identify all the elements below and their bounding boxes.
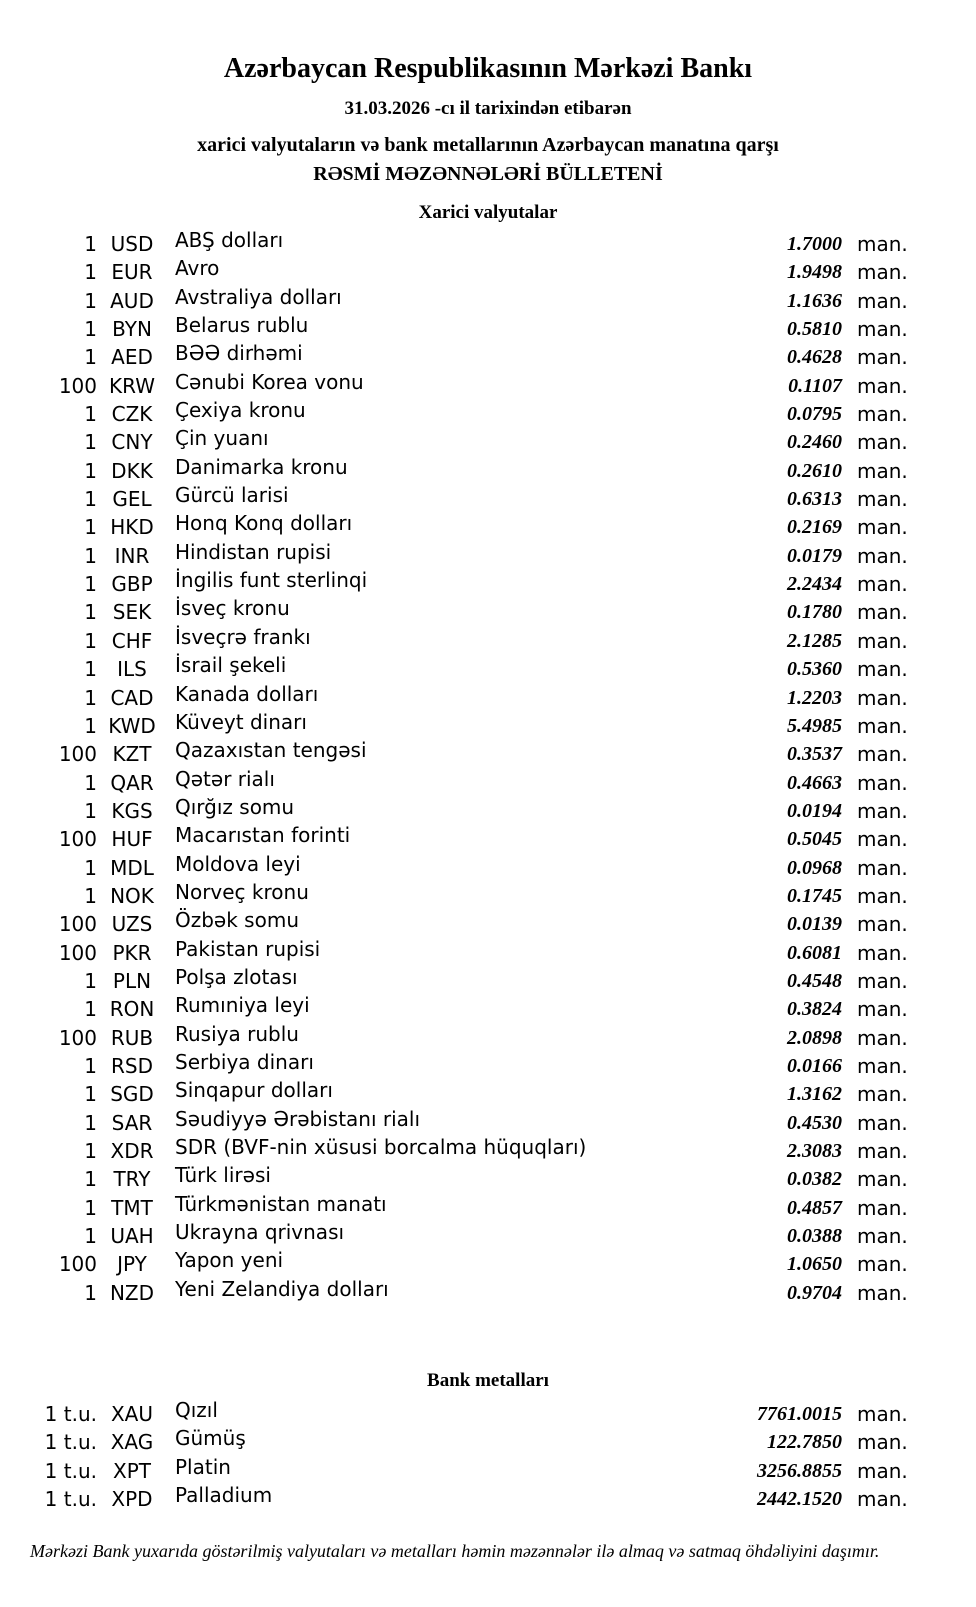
currency-unit-label: man. xyxy=(857,572,908,597)
metal-name: Qızıl xyxy=(175,1398,218,1423)
currency-code: HUF xyxy=(111,827,153,852)
currency-quantity: 1 xyxy=(84,1053,97,1078)
currency-unit-label: man. xyxy=(857,1224,908,1249)
currency-quantity: 100 xyxy=(58,373,97,398)
metal-rate: 122.7850 xyxy=(767,1431,842,1454)
currency-unit-label: man. xyxy=(857,1195,908,1220)
currency-code: UZS xyxy=(111,912,153,937)
currency-quantity: 1 xyxy=(84,600,97,625)
currency-code: USD xyxy=(110,232,154,256)
currency-quantity: 1 xyxy=(84,798,97,823)
currency-quantity: 1 xyxy=(84,1139,97,1163)
currency-quantity: 1 xyxy=(84,458,97,483)
currency-quantity: 1 xyxy=(84,685,97,710)
metal-unit-label: man. xyxy=(857,1458,908,1483)
currency-name: İngilis funt sterlinqi xyxy=(175,568,368,593)
currency-rate: 0.0795 xyxy=(787,403,842,426)
currency-code: KRW xyxy=(109,373,155,398)
currency-name: Kanada dolları xyxy=(175,681,319,706)
currency-rate: 0.0194 xyxy=(787,799,842,822)
currency-name: Serbiya dinarı xyxy=(175,1049,314,1074)
currency-unit-label: man. xyxy=(857,260,908,285)
currency-rate: 2.0898 xyxy=(787,1026,842,1049)
currency-name: Qətər rialı xyxy=(175,766,275,791)
currency-rate: 1.7000 xyxy=(787,233,842,255)
currency-rate: 0.4530 xyxy=(787,1111,842,1134)
currency-unit-label: man. xyxy=(857,430,908,455)
currency-code: XDR xyxy=(110,1139,154,1163)
currency-code: CAD xyxy=(110,685,154,710)
currency-unit-label: man. xyxy=(857,770,908,795)
currency-rate: 0.4628 xyxy=(787,346,842,369)
currency-name: Sinqapur dolları xyxy=(175,1078,333,1103)
currency-code: RUB xyxy=(110,1025,154,1050)
currency-name: İsveçrə frankı xyxy=(175,624,311,649)
bulletin-header xyxy=(0,0,976,187)
currency-quantity: 100 xyxy=(58,940,97,965)
currency-rate: 0.6313 xyxy=(787,488,842,511)
currency-unit-label: man. xyxy=(857,883,908,908)
metal-quantity: 1 t.u. xyxy=(44,1458,97,1483)
currency-rate: 2.3083 xyxy=(787,1140,842,1162)
currency-quantity: 1 xyxy=(84,657,97,682)
currency-name: Avro xyxy=(175,256,220,281)
bulletin-title: RƏSMİ MƏZƏNNƏLƏRİ BÜLLETENİ xyxy=(313,163,663,185)
currency-quantity: 1 xyxy=(84,1224,97,1249)
currency-rate: 0.3824 xyxy=(787,998,842,1021)
metal-rate: 2442.1520 xyxy=(757,1488,842,1511)
currency-name: Rumıniya leyi xyxy=(175,993,310,1018)
currency-rate: 0.6081 xyxy=(787,941,842,964)
currency-quantity: 1 xyxy=(84,1167,97,1192)
currency-code: SEK xyxy=(112,600,152,625)
currency-unit-label: man. xyxy=(857,373,908,398)
currency-rate: 0.4857 xyxy=(787,1196,842,1219)
currency-quantity: 1 xyxy=(84,232,97,256)
currency-rate: 0.0179 xyxy=(787,544,842,567)
currency-rate: 0.0388 xyxy=(787,1225,842,1248)
currency-name: BƏƏ dirhəmi xyxy=(175,341,303,366)
currency-code: BYN xyxy=(112,317,152,342)
currency-quantity: 1 xyxy=(84,968,97,993)
currency-code: INR xyxy=(114,543,150,568)
currency-name: Yeni Zelandiya dolları xyxy=(175,1276,389,1301)
currency-code: RSD xyxy=(111,1053,153,1078)
metal-row xyxy=(0,1485,976,1513)
currency-code: MDL xyxy=(110,855,154,880)
currency-code: AUD xyxy=(110,288,154,313)
currency-code: EUR xyxy=(111,260,153,285)
currency-name: SDR (BVF-nin xüsusi borcalma hüquqları) xyxy=(175,1135,587,1159)
currency-unit-label: man. xyxy=(857,317,908,342)
metal-quantity: 1 t.u. xyxy=(44,1402,97,1427)
currency-quantity: 1 xyxy=(84,1110,97,1135)
currency-quantity: 1 xyxy=(84,288,97,313)
currency-unit-label: man. xyxy=(857,1053,908,1078)
currency-name: ABŞ dolları xyxy=(175,228,284,252)
metal-code: XPT xyxy=(113,1458,151,1483)
currency-rate: 1.9498 xyxy=(787,261,842,284)
currency-quantity: 1 xyxy=(84,317,97,342)
metal-code: XAG xyxy=(110,1430,154,1455)
currency-unit-label: man. xyxy=(857,628,908,653)
currency-unit-label: man. xyxy=(857,912,908,937)
currency-rate: 0.3537 xyxy=(787,743,842,766)
currency-code: KGS xyxy=(111,798,153,823)
currency-quantity: 100 xyxy=(58,1025,97,1050)
currency-code: NZD xyxy=(109,1280,155,1305)
currency-quantity: 100 xyxy=(58,742,97,767)
currency-rate: 0.0166 xyxy=(787,1054,842,1077)
currency-quantity: 1 xyxy=(84,1280,97,1305)
currency-rate: 1.1636 xyxy=(787,289,842,312)
metal-quantity: 1 t.u. xyxy=(44,1430,97,1455)
metals-table xyxy=(0,1400,976,1513)
disclaimer-text: Mərkəzi Bank yuxarıda göstərilmiş valyutaları və metalları həmin məzənnələr ilə almaq və satmaq öhdəliyini daşımır. xyxy=(30,1541,880,1562)
currency-quantity: 1 xyxy=(84,515,97,540)
bank-title: Azərbaycan Respublikasının Mərkəzi Bankı xyxy=(223,53,753,84)
currencies-section-title: Xarici valyutalar xyxy=(418,202,558,223)
currency-rate: 0.0139 xyxy=(787,913,842,936)
currency-code: KZT xyxy=(112,742,152,767)
currency-name: Belarus rublu xyxy=(175,313,309,338)
metal-rate: 3256.8855 xyxy=(757,1459,842,1482)
metal-name: Palladium xyxy=(175,1483,273,1508)
currency-code: CNY xyxy=(111,430,153,455)
currency-quantity: 100 xyxy=(58,912,97,937)
currency-code: TMT xyxy=(111,1195,153,1220)
metal-unit-label: man. xyxy=(857,1402,908,1427)
currency-name: Honq Konq dolları xyxy=(175,511,353,536)
metal-name: Gümüş xyxy=(175,1426,246,1451)
currency-unit-label: man. xyxy=(857,458,908,483)
metals-section-title: Bank metalları xyxy=(427,1370,549,1392)
currency-name: Küveyt dinarı xyxy=(175,709,307,734)
currency-name: Pakistan rupisi xyxy=(175,936,321,961)
metal-name: Platin xyxy=(175,1454,231,1479)
currency-unit-label: man. xyxy=(857,232,908,256)
currency-rate: 0.1107 xyxy=(788,374,842,397)
currency-quantity: 1 xyxy=(84,997,97,1022)
currency-rate: 0.2610 xyxy=(787,459,842,482)
currency-code: AED xyxy=(111,345,153,370)
currency-unit-label: man. xyxy=(857,685,908,710)
currency-unit-label: man. xyxy=(857,543,908,568)
currency-name: Səudiyyə Ərəbistanı rialı xyxy=(175,1106,421,1131)
currency-code: UAH xyxy=(110,1224,154,1249)
currency-name: Danimarka kronu xyxy=(175,454,348,479)
currency-quantity: 1 xyxy=(84,883,97,908)
currency-rate: 1.0650 xyxy=(787,1253,842,1276)
currency-rate: 0.1745 xyxy=(787,884,842,907)
currency-quantity: 100 xyxy=(58,1252,97,1277)
currency-rate: 0.1780 xyxy=(787,601,842,624)
currency-rate: 1.2203 xyxy=(787,686,842,709)
currency-name: Türk lirəsi xyxy=(175,1163,271,1188)
currency-rate: 0.5360 xyxy=(787,658,842,681)
metal-code: XPD xyxy=(111,1487,153,1512)
currency-name: Hindistan rupisi xyxy=(175,539,332,564)
currency-quantity: 1 xyxy=(84,487,97,512)
currency-code: PKR xyxy=(112,940,152,965)
currency-quantity: 1 xyxy=(84,572,97,597)
currency-unit-label: man. xyxy=(857,713,908,738)
metal-unit-label: man. xyxy=(857,1487,908,1512)
currency-name: Moldova leyi xyxy=(175,851,301,876)
currency-code: TRY xyxy=(113,1167,151,1192)
currency-rate: 0.5810 xyxy=(787,318,842,341)
currency-rate: 0.4663 xyxy=(787,771,842,794)
currency-code: NOK xyxy=(110,883,154,908)
currency-name: Norveç kronu xyxy=(175,879,309,904)
currency-code: RON xyxy=(109,997,155,1022)
currency-name: Çexiya kronu xyxy=(175,398,306,423)
currency-code: PLN xyxy=(112,968,152,993)
currency-code: HKD xyxy=(110,515,154,540)
currency-unit-label: man. xyxy=(857,1280,908,1305)
metal-quantity: 1 t.u. xyxy=(44,1487,97,1512)
currency-name: Rusiya rublu xyxy=(175,1021,299,1046)
currency-quantity: 1 xyxy=(84,430,97,455)
currency-unit-label: man. xyxy=(857,997,908,1022)
currency-row xyxy=(0,1276,976,1307)
currency-name: İsrail şekeli xyxy=(175,653,287,678)
currency-name: Özbək somu xyxy=(175,908,299,933)
currency-quantity: 1 xyxy=(84,345,97,370)
currency-quantity: 1 xyxy=(84,1195,97,1220)
currency-unit-label: man. xyxy=(857,1025,908,1050)
effective-date-line: 31.03.2026 -cı il tarixindən etibarən xyxy=(344,98,632,119)
currency-unit-label: man. xyxy=(857,1252,908,1277)
currency-rate: 0.5045 xyxy=(787,828,842,851)
currency-unit-label: man. xyxy=(857,288,908,313)
currency-code: QAR xyxy=(110,770,154,795)
bulletin-subtitle: xarici valyutaların və bank metallarının Azərbaycan manatına qarşı xyxy=(197,134,779,156)
currency-code: GEL xyxy=(112,487,152,512)
currency-code: ILS xyxy=(117,657,147,682)
currency-name: Yapon yeni xyxy=(175,1248,284,1273)
currency-name: Macarıstan forinti xyxy=(175,823,351,848)
currency-quantity: 1 xyxy=(84,1082,97,1107)
currency-unit-label: man. xyxy=(857,515,908,540)
currency-name: Cənubi Korea vonu xyxy=(175,369,364,394)
currency-name: Qazaxıstan tengəsi xyxy=(175,738,367,763)
currency-code: CHF xyxy=(111,628,153,653)
currency-rate: 0.9704 xyxy=(787,1281,842,1304)
currency-unit-label: man. xyxy=(857,657,908,682)
currency-name: İsveç kronu xyxy=(175,596,290,621)
currency-quantity: 1 xyxy=(84,855,97,880)
currency-name: Ukrayna qrivnası xyxy=(175,1220,345,1245)
currency-quantity: 1 xyxy=(84,543,97,568)
currency-quantity: 100 xyxy=(58,827,97,852)
currency-quantity: 1 xyxy=(84,713,97,738)
currency-name: Avstraliya dolları xyxy=(175,284,342,309)
currencies-table xyxy=(0,230,976,1307)
currency-rate: 0.2460 xyxy=(787,431,842,454)
currency-unit-label: man. xyxy=(857,798,908,823)
currency-unit-label: man. xyxy=(857,827,908,852)
currency-unit-label: man. xyxy=(857,855,908,880)
currency-quantity: 1 xyxy=(84,260,97,285)
currency-unit-label: man. xyxy=(857,345,908,370)
currency-code: JPY xyxy=(117,1252,147,1277)
currency-unit-label: man. xyxy=(857,402,908,427)
currency-name: Türkmənistan manatı xyxy=(175,1191,387,1216)
currency-code: KWD xyxy=(108,713,156,738)
currency-unit-label: man. xyxy=(857,1110,908,1135)
metal-unit-label: man. xyxy=(857,1430,908,1455)
currency-name: Çin yuanı xyxy=(175,426,269,451)
currency-name: Gürcü larisi xyxy=(175,483,289,508)
currency-code: CZK xyxy=(111,402,153,427)
currency-unit-label: man. xyxy=(857,1167,908,1192)
currency-rate: 0.0968 xyxy=(787,856,842,879)
currency-code: DKK xyxy=(111,458,153,483)
currency-rate: 2.2434 xyxy=(787,573,842,596)
currency-rate: 1.3162 xyxy=(787,1083,842,1106)
metal-code: XAU xyxy=(110,1402,154,1427)
metal-rate: 7761.0015 xyxy=(757,1403,842,1426)
currency-quantity: 1 xyxy=(84,628,97,653)
currency-unit-label: man. xyxy=(857,968,908,993)
currency-unit-label: man. xyxy=(857,742,908,767)
currency-unit-label: man. xyxy=(857,1082,908,1107)
currency-rate: 0.2169 xyxy=(787,516,842,539)
currency-rate: 5.4985 xyxy=(787,714,842,737)
currency-unit-label: man. xyxy=(857,600,908,625)
currency-code: SGD xyxy=(110,1082,154,1107)
currency-unit-label: man. xyxy=(857,487,908,512)
currency-quantity: 1 xyxy=(84,402,97,427)
currency-unit-label: man. xyxy=(857,940,908,965)
currency-rate: 2.1285 xyxy=(787,629,842,652)
currency-name: Qırğız somu xyxy=(175,794,295,819)
currency-quantity: 1 xyxy=(84,770,97,795)
currency-rate: 0.0382 xyxy=(787,1168,842,1191)
currency-code: GBP xyxy=(111,572,153,597)
currency-name: Polşa zlotası xyxy=(175,964,298,989)
currency-rate: 0.4548 xyxy=(787,969,842,992)
currency-code: SAR xyxy=(111,1110,153,1135)
currency-unit-label: man. xyxy=(857,1139,908,1163)
